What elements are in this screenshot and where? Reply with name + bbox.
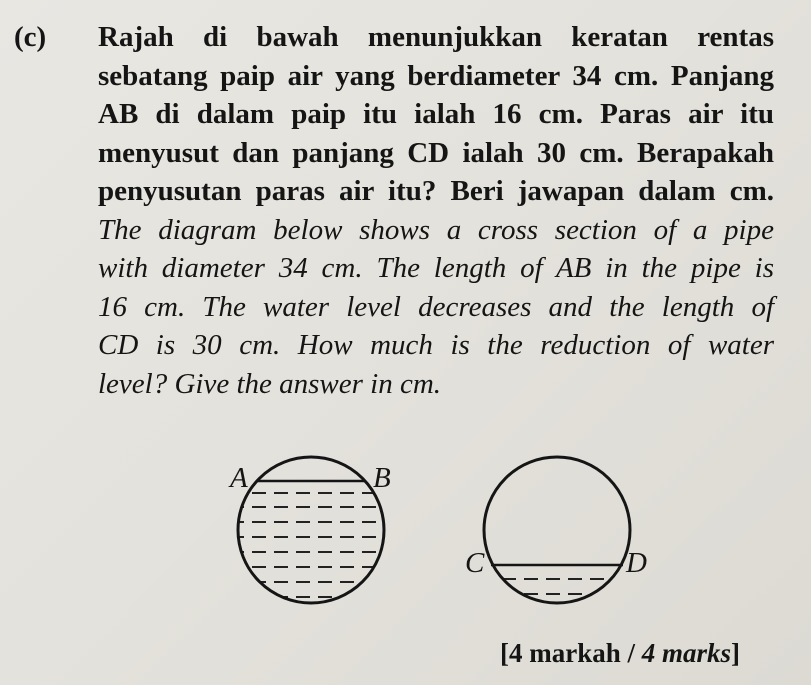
point-c-label: C — [465, 547, 485, 579]
english-line-4: CD is 30 cm. How much is the reduction of water — [98, 329, 774, 361]
question-label: (c) — [14, 21, 47, 53]
left-water — [230, 493, 400, 597]
pipe-cross-section-diagram — [200, 445, 680, 625]
left-pipe-circle — [228, 457, 400, 603]
diagram-svg — [200, 445, 680, 625]
english-line-3: 16 cm. The water level decreases and the length of — [98, 290, 774, 323]
marks-label — [500, 636, 740, 670]
point-b-label: B — [373, 462, 391, 494]
marks-malay: [4 markah / — [500, 638, 642, 668]
marks-close: ] — [731, 638, 741, 668]
english-line-1: The diagram below shows a cross section of a pipe — [98, 213, 774, 246]
point-a-label: A — [230, 462, 248, 494]
point-d-label: D — [626, 547, 647, 579]
right-circle-outline — [484, 457, 630, 603]
english-line-2: with diameter 34 cm. The length of AB in the pipe is — [98, 252, 774, 284]
malay-line-4: menyusut dan panjang CD ialah 30 cm. Berapakah — [98, 136, 774, 169]
question-malay — [98, 18, 774, 211]
question-text — [98, 18, 774, 403]
question-english — [98, 211, 774, 404]
malay-line-1: Rajah di bawah menunjukkan keratan rentas — [98, 21, 774, 53]
right-pipe-circle — [465, 457, 647, 603]
marks-english: 4 marks — [641, 638, 732, 668]
english-line-5: level? Give the answer in cm. — [98, 367, 442, 400]
malay-line-2: sebatang paip air yang berdiameter 34 cm. Panjang — [98, 59, 774, 92]
malay-line-3: AB di dalam paip itu ialah 16 cm. Paras air itu — [98, 98, 774, 130]
left-circle-outline — [238, 457, 384, 603]
malay-line-5: penyusutan paras air itu? Beri jawapan dalam cm. — [98, 175, 774, 207]
